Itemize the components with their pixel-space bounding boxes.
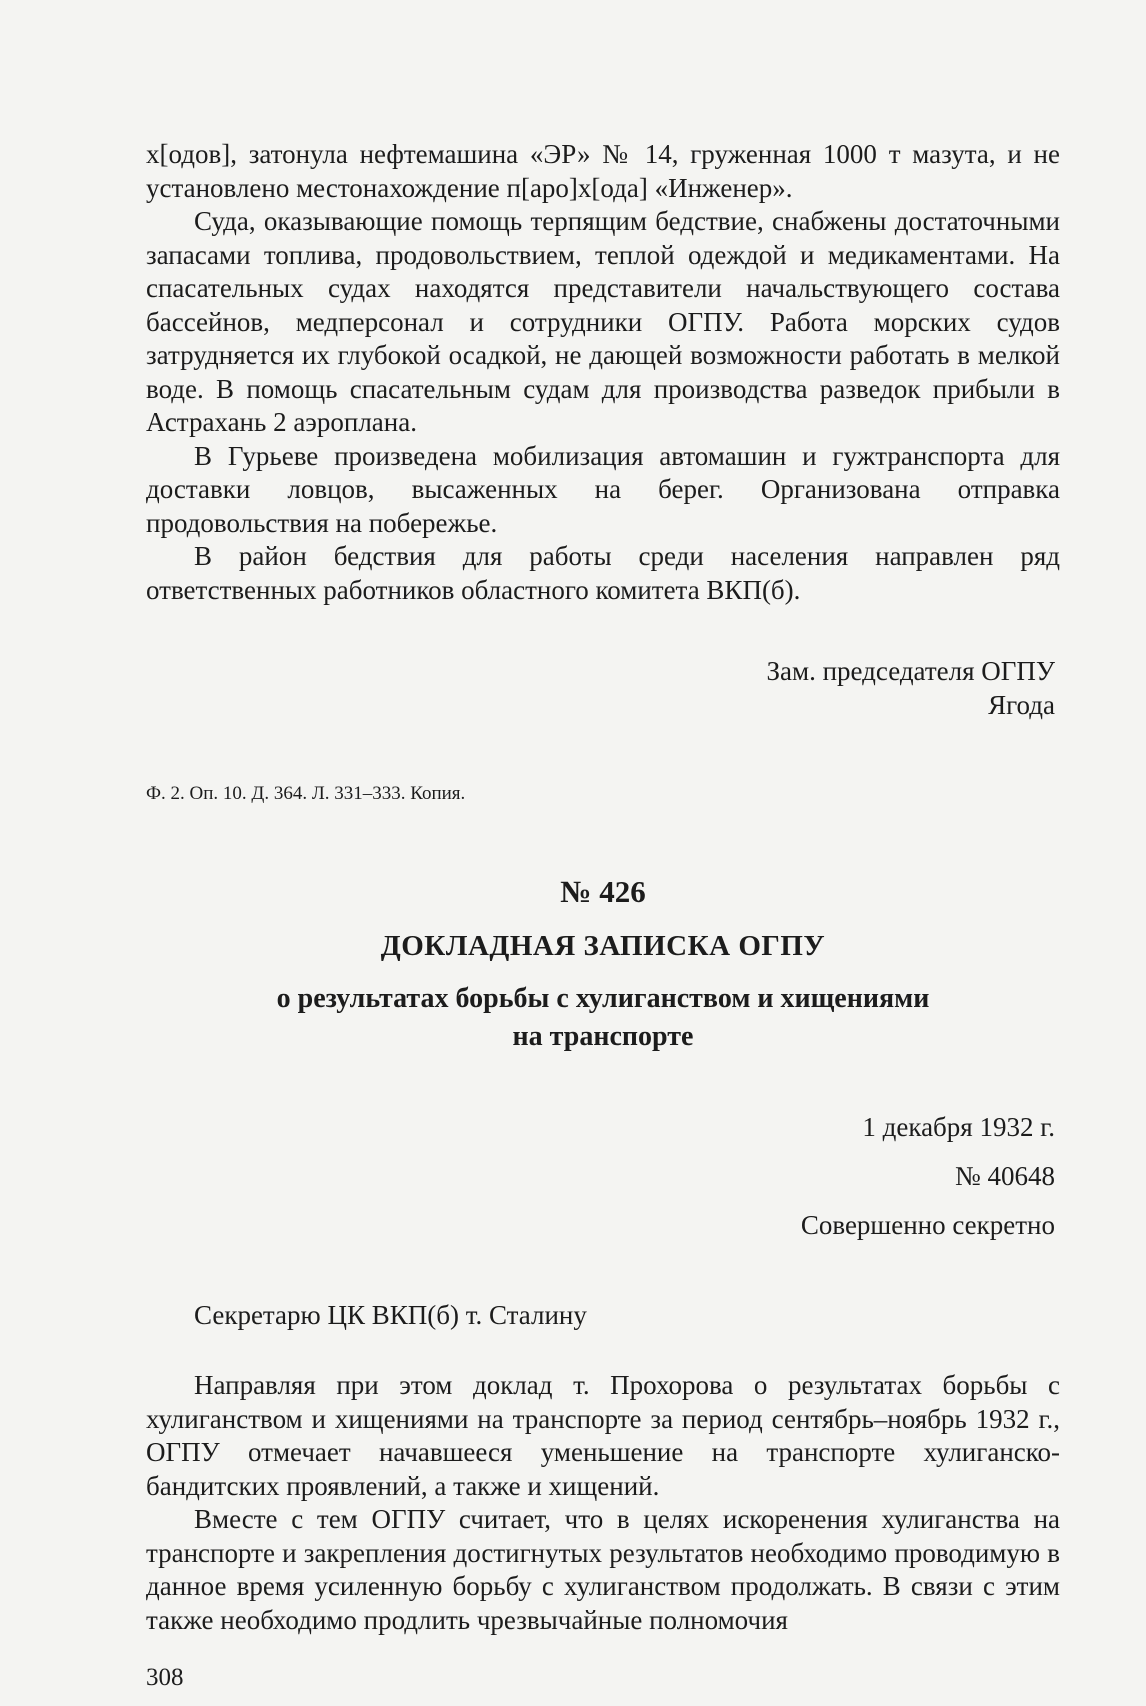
signature-position: Зам. председателя ОГПУ	[766, 656, 1055, 686]
signature-block	[766, 655, 1055, 722]
subtitle-line: на транспорте	[512, 1021, 694, 1052]
paragraph: х[одов], затонула нефтемашина «ЭР» № 14, груженная 1000 т мазута, и не установлено местонахождение п[аро]х[ода] «Инженер».	[146, 139, 1060, 203]
paragraph: В Гурьеве произведена мобилизация автомашин и гужтранспорта для доставки ловцов, высаженных на берег. Организована отправка продовольствия на побережье.	[146, 440, 1060, 538]
document-subtitle	[146, 980, 1060, 1056]
page-number: 308	[146, 1664, 184, 1691]
archive-reference: Ф. 2. Оп. 10. Д. 364. Л. 331–333. Копия.	[146, 783, 466, 804]
classification-label: Совершенно секретно	[800, 1210, 1055, 1240]
continued-text	[146, 138, 1060, 607]
paragraph: Направляя при этом доклад т. Прохорова о результатах борьбы с хулиганством и хищениями на транспорте за период сентябрь–ноябрь 1932 г., ОГПУ отмечает начавшееся уменьшение на транспорте хулиганско-бандитских проявлений, а также и хищений.	[146, 1370, 1060, 1501]
document-date: 1 декабря 1932 г.	[862, 1112, 1055, 1142]
paragraph: Вместе с тем ОГПУ считает, что в целях искоренения хулиганства на транспорте и закрепления достигнутых результатов необходимо проводимую в данное время усиленную борьбу с хулиганством продолжать. В связи с этим также необходимо продлить чрезвычайные полномочия	[146, 1504, 1060, 1635]
addressee: Секретарю ЦК ВКП(б) т. Сталину	[194, 1300, 587, 1330]
subtitle-line: о результатах борьбы с хулиганством и хищениями	[276, 983, 930, 1014]
document-body	[146, 1369, 1060, 1637]
registration-number: № 40648	[954, 1161, 1055, 1191]
paragraph: В район бедствия для работы среди населения направлен ряд ответственных работников областного комитета ВКП(б).	[146, 541, 1060, 605]
signature-name: Ягода	[988, 689, 1055, 720]
document-meta	[801, 1112, 1055, 1259]
document-title: ДОКЛАДНАЯ ЗАПИСКА ОГПУ	[380, 930, 826, 962]
document-number: № 426	[560, 874, 646, 909]
paragraph: Суда, оказывающие помощь терпящим бедствие, снабжены достаточными запасами топлива, продовольствием, теплой одеждой и медикаментами. На спасательных судах находятся представители начальствующего состава бассейнов, медперсонал и сотрудники ОГПУ. Работа морских судов затрудняется их глубокой осадкой, не дающей возможности работать в мелкой воде. В помощь спасательным судам для производства разведок прибыли в Астрахань 2 аэроплана.	[146, 206, 1060, 437]
